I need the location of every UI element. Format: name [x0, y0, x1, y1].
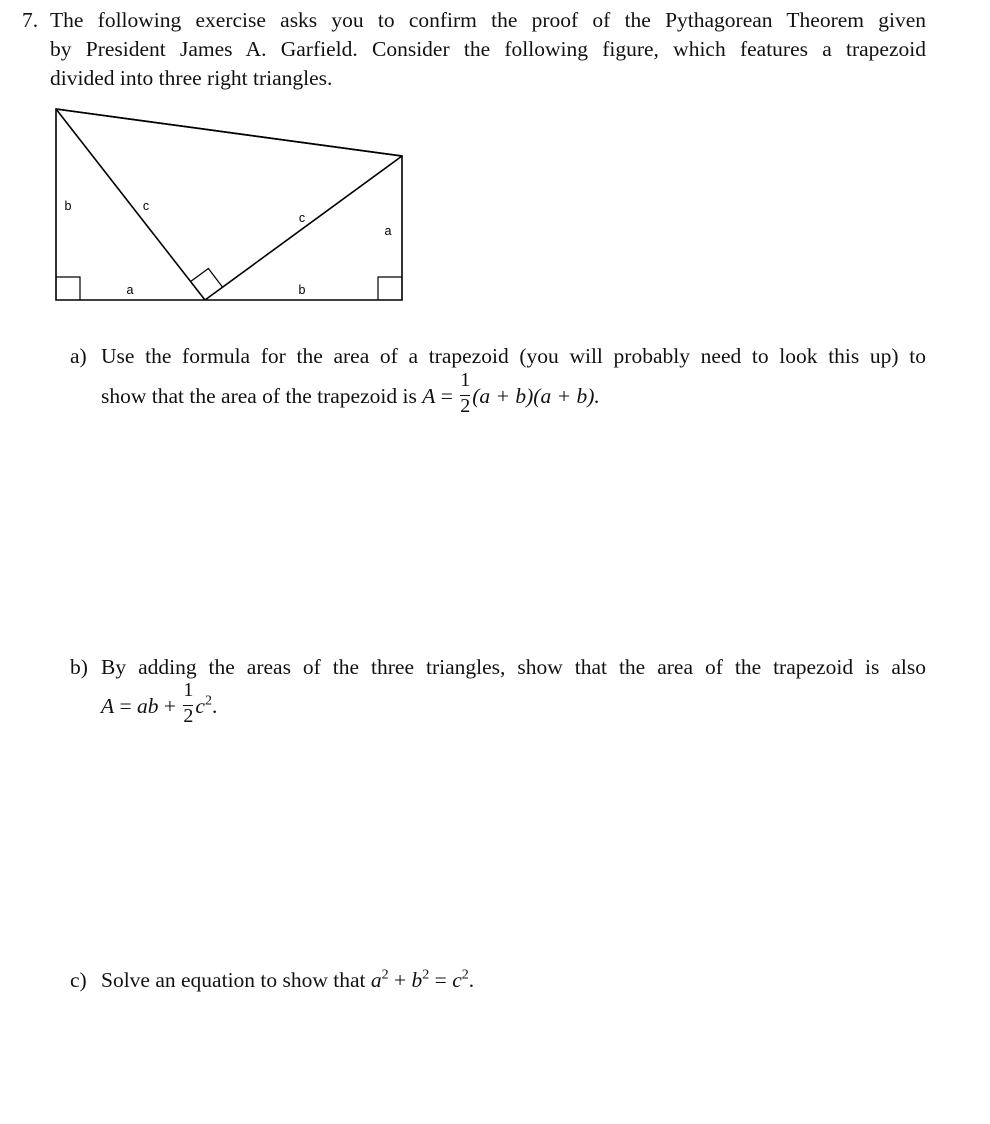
part-c-text: Solve an equation to show that [101, 968, 371, 992]
hypotenuse-right [205, 156, 402, 300]
formula-a-lhs: A [422, 384, 436, 408]
part-a-label: a) [70, 344, 87, 368]
intro-line-1: The following exercise asks you to confirm the proof of the Pythagorean Theorem given [50, 8, 926, 32]
part-a-text: show that the area of the trapezoid is [101, 384, 423, 408]
formula-c-exp-c: 2 [461, 967, 469, 983]
formula-c-plus: + [388, 968, 412, 992]
label-a-bottom: a [126, 283, 134, 297]
label-c-left: c [142, 199, 150, 213]
problem-number: 7. [22, 8, 39, 32]
hypotenuse-left [56, 109, 205, 300]
fraction-den: 2 [460, 395, 471, 418]
fraction-num: 1 [183, 679, 194, 702]
formula-b-c: c [195, 694, 205, 718]
formula-c-exp-a: 2 [381, 967, 389, 983]
formula-c-exp-b: 2 [422, 967, 430, 983]
label-c-right: c [298, 211, 306, 225]
fraction-one-half-a [459, 369, 471, 418]
part-b-formula [101, 679, 218, 728]
formula-b-plus: + [158, 694, 182, 718]
formula-c-a: a [370, 968, 382, 992]
trapezoid-outline [56, 109, 402, 300]
right-angle-marker-center [191, 269, 223, 288]
part-a-line-1: Use the formula for the area of a trapezoid (you will probably need to look this up) to [101, 344, 926, 368]
right-angle-marker-left [56, 277, 80, 300]
formula-a-rhs: (a + b)(a + b). [472, 384, 600, 408]
fraction-one-half-b [182, 679, 194, 728]
formula-c-end: . [468, 968, 475, 992]
right-angle-marker-right [378, 277, 402, 300]
formula-b-eq: = [114, 694, 138, 718]
formula-b-exp: 2 [204, 693, 212, 709]
part-c-label: c) [70, 968, 87, 992]
formula-c-c: c [452, 968, 462, 992]
formula-a-eq: = [435, 384, 459, 408]
part-b-line-1: By adding the areas of the three triangles, show that the area of the trapezoid is also [101, 655, 926, 679]
part-c-line [101, 966, 474, 994]
label-b-bottom: b [298, 283, 306, 297]
part-a-line-2 [101, 369, 600, 418]
intro-line-2: by President James A. Garfield. Consider the following figure, which features a trapezoid [50, 37, 926, 61]
fraction-num: 1 [460, 369, 471, 392]
trapezoid-figure [48, 100, 408, 310]
formula-b-end: . [211, 694, 218, 718]
formula-b-ab: ab [137, 694, 159, 718]
part-b-label: b) [70, 655, 88, 679]
formula-c-b: b [411, 968, 423, 992]
intro-line-3: divided into three right triangles. [50, 66, 333, 90]
label-a-right: a [384, 224, 392, 238]
top-edge [56, 109, 402, 156]
label-b-left: b [64, 199, 72, 213]
fraction-den: 2 [183, 705, 194, 728]
formula-c-eq: = [429, 968, 453, 992]
formula-b-lhs: A [101, 694, 115, 718]
